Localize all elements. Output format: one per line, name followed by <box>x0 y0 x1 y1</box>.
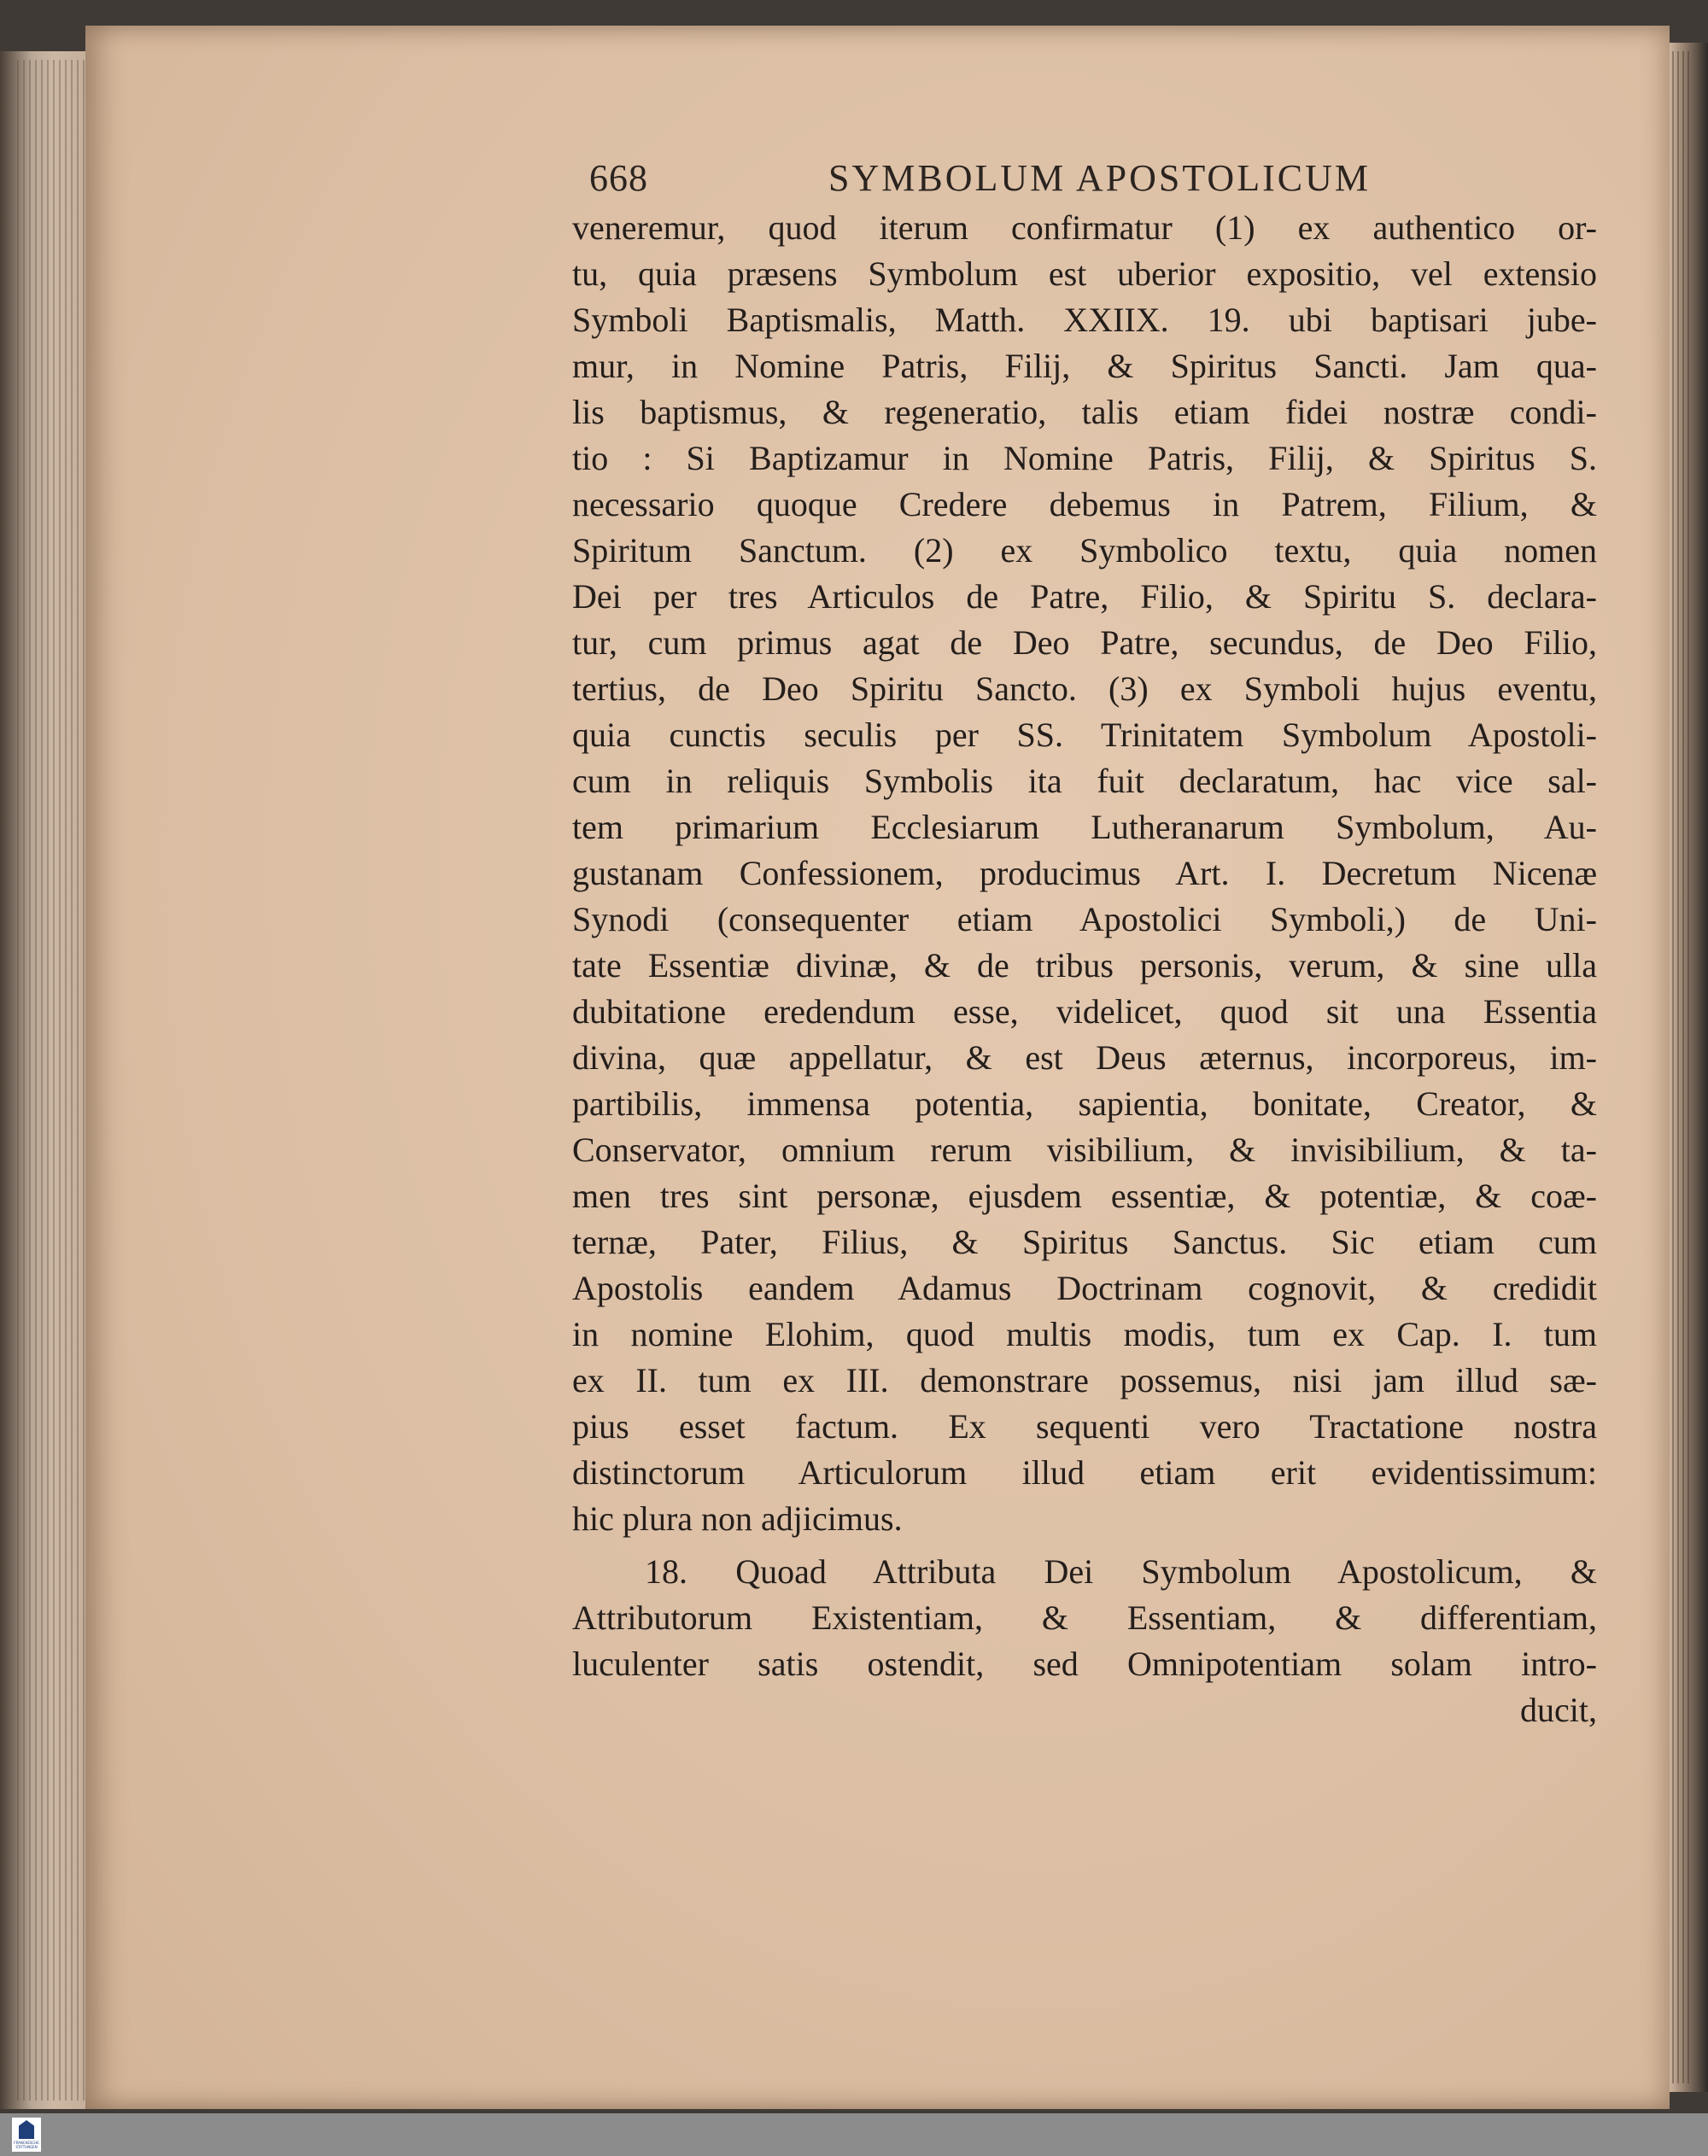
text-line: pius esset factum. Ex sequenti vero Tractatione nostra <box>572 1407 1597 1446</box>
text-line: gustanam Confessionem, producimus Art. I. Decretum Nicenæ <box>572 854 1597 892</box>
text-line: necessario quoque Credere debemus in Patrem, Filium, & <box>572 485 1597 523</box>
library-logo <box>12 2118 41 2152</box>
text-line: divina, quæ appellatur, & est Deus æternus, incorporeus, im- <box>572 1038 1597 1077</box>
text-line: Synodi (consequenter etiam Apostolici Symboli,) de Uni- <box>572 900 1597 938</box>
text-line: Apostolis eandem Adamus Doctrinam cognovit, & credidit <box>572 1269 1597 1307</box>
right-page-edge-lines <box>1672 51 1691 2083</box>
running-title: SYMBOLUM APOSTOLICUM <box>828 157 1371 199</box>
text-line: tio : Si Baptizamur in Nomine Patris, Filij, & Spiritus S. <box>572 439 1597 477</box>
text-line: Symboli Baptismalis, Matth. XXIIX. 19. ubi baptisari jube- <box>572 301 1597 339</box>
text-line: Dei per tres Articulos de Patre, Filio, & Spiritu S. declara- <box>572 577 1597 616</box>
text-line: mur, in Nomine Patris, Filij, & Spiritus Sancti. Jam qua- <box>572 347 1597 385</box>
text-line: tertius, de Deo Spiritu Sancto. (3) ex Symboli hujus eventu, <box>572 669 1597 708</box>
text-line: tur, cum primus agat de Deo Patre, secundus, de Deo Filio, <box>572 623 1597 662</box>
text-line: tate Essentiæ divinæ, & de tribus personis, verum, & sine ulla <box>572 946 1597 985</box>
library-logo-text: FRANCKESCHE STIFTUNGEN <box>14 2141 39 2149</box>
text-line: Spiritum Sanctum. (2) ex Symbolico textu, quia nomen <box>572 531 1597 570</box>
page-number: 668 <box>589 157 648 199</box>
text-line: tem primarium Ecclesiarum Lutheranarum Symbolum, Au- <box>572 808 1597 846</box>
paragraph-18-line: luculenter satis ostendit, sed Omnipotentiam solam intro- <box>572 1645 1597 1683</box>
paragraph-18-line: Attributorum Existentiam, & Essentiam, & differentiam, <box>572 1598 1597 1637</box>
text-line: veneremur, quod iterum confirmatur (1) ex authentico or- <box>572 208 1597 247</box>
text-line: in nomine Elohim, quod multis modis, tum ex Cap. I. tum <box>572 1315 1597 1353</box>
text-line: partibilis, immensa potentia, sapientia, bonitate, Creator, & <box>572 1084 1597 1123</box>
text-line: dubitatione eredendum esse, videlicet, quod sit una Essentia <box>572 992 1597 1031</box>
left-page-stack-lines <box>17 60 85 2100</box>
text-line: quia cunctis seculis per SS. Trinitatem Symbolum Apostoli- <box>572 716 1597 754</box>
text-line: tu, quia præsens Symbolum est uberior expositio, vel extensio <box>572 254 1597 293</box>
text-line: distinctorum Articulorum illud etiam erit evidentissimum: <box>572 1453 1597 1492</box>
paragraph-18-line: 18. Quoad Attributa Dei Symbolum Apostolicum, & <box>645 1552 1597 1591</box>
library-logo-icon <box>19 2120 34 2139</box>
text-line: Conservator, omnium rerum visibilium, & invisibilium, & ta- <box>572 1131 1597 1169</box>
catchword: ducit, <box>1520 1691 1597 1729</box>
text-line: hic plura non adjicimus. <box>572 1499 903 1538</box>
text-line: cum in reliquis Symbolis ita fuit declaratum, hac vice sal- <box>572 762 1597 800</box>
body-text <box>572 205 1597 1733</box>
text-line: ex II. tum ex III. demonstrare possemus, nisi jam illud sæ- <box>572 1361 1597 1399</box>
text-line: lis baptismus, & regeneratio, talis etiam fidei nostræ condi- <box>572 393 1597 431</box>
text-line: men tres sint personæ, ejusdem essentiæ, & potentiæ, & coæ- <box>572 1177 1597 1215</box>
page-header <box>589 156 1401 207</box>
text-line: ternæ, Pater, Filius, & Spiritus Sanctus. Sic etiam cum <box>572 1223 1597 1261</box>
